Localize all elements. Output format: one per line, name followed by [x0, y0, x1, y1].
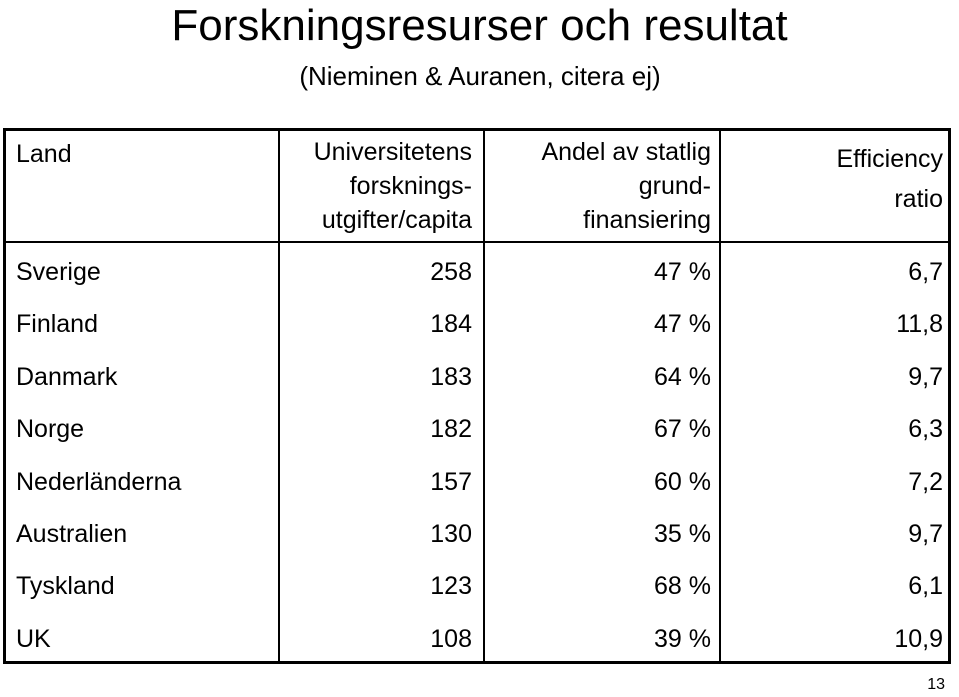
header-state-funding — [487, 135, 711, 237]
cell-country: Sverige — [16, 258, 101, 286]
cell-state-funding: 47 % — [654, 310, 711, 338]
cell-expenditure: 108 — [430, 625, 472, 653]
cell-expenditure: 123 — [430, 572, 472, 600]
cell-efficiency: 6,7 — [908, 258, 943, 286]
header-expenditure-line1: Universitetens — [313, 138, 472, 166]
cell-efficiency: 6,3 — [908, 415, 943, 443]
header-efficiency — [723, 139, 943, 219]
cell-state-funding: 60 % — [654, 468, 711, 496]
column-divider — [278, 131, 280, 661]
data-table — [3, 128, 951, 664]
slide-subtitle: (Nieminen & Auranen, citera ej) — [299, 61, 661, 91]
cell-efficiency: 10,9 — [894, 625, 943, 653]
cell-expenditure: 157 — [430, 468, 472, 496]
cell-expenditure: 183 — [430, 363, 472, 391]
cell-state-funding: 67 % — [654, 415, 711, 443]
cell-country: Australien — [16, 520, 128, 548]
cell-efficiency: 9,7 — [908, 520, 943, 548]
header-expenditure-line2: forsknings- — [349, 172, 472, 200]
cell-efficiency: 11,8 — [896, 310, 943, 338]
slide-title: Forskningsresurser och resultat — [171, 1, 788, 50]
cell-efficiency: 9,7 — [908, 363, 943, 391]
cell-state-funding: 64 % — [654, 363, 711, 391]
header-efficiency-line1: Efficiency — [836, 145, 943, 173]
cell-country: Norge — [16, 415, 85, 443]
cell-expenditure: 184 — [430, 310, 472, 338]
header-efficiency-line2: ratio — [894, 185, 943, 213]
cell-state-funding: 68 % — [654, 572, 711, 600]
cell-state-funding: 47 % — [654, 258, 711, 286]
cell-efficiency: 6,1 — [908, 572, 943, 600]
header-divider — [6, 241, 948, 243]
cell-country: Danmark — [16, 363, 118, 391]
header-expenditure — [282, 135, 472, 237]
cell-state-funding: 35 % — [654, 520, 711, 548]
cell-expenditure: 130 — [430, 520, 472, 548]
header-state-funding-line2: grund- — [638, 172, 711, 200]
header-state-funding-line3: finansiering — [583, 206, 711, 234]
column-divider — [483, 131, 485, 661]
header-country: Land — [16, 140, 72, 168]
header-state-funding-line1: Andel av statlig — [541, 138, 711, 166]
cell-state-funding: 39 % — [654, 625, 711, 653]
header-expenditure-line3: utgifter/capita — [321, 206, 472, 234]
cell-expenditure: 258 — [430, 258, 472, 286]
cell-country: Nederländerna — [16, 468, 182, 496]
cell-country: UK — [16, 625, 51, 653]
column-divider — [719, 131, 721, 661]
cell-efficiency: 7,2 — [908, 468, 943, 496]
cell-country: Tyskland — [16, 572, 115, 600]
cell-country: Finland — [16, 310, 98, 338]
page-number: 13 — [927, 676, 945, 693]
cell-expenditure: 182 — [430, 415, 472, 443]
